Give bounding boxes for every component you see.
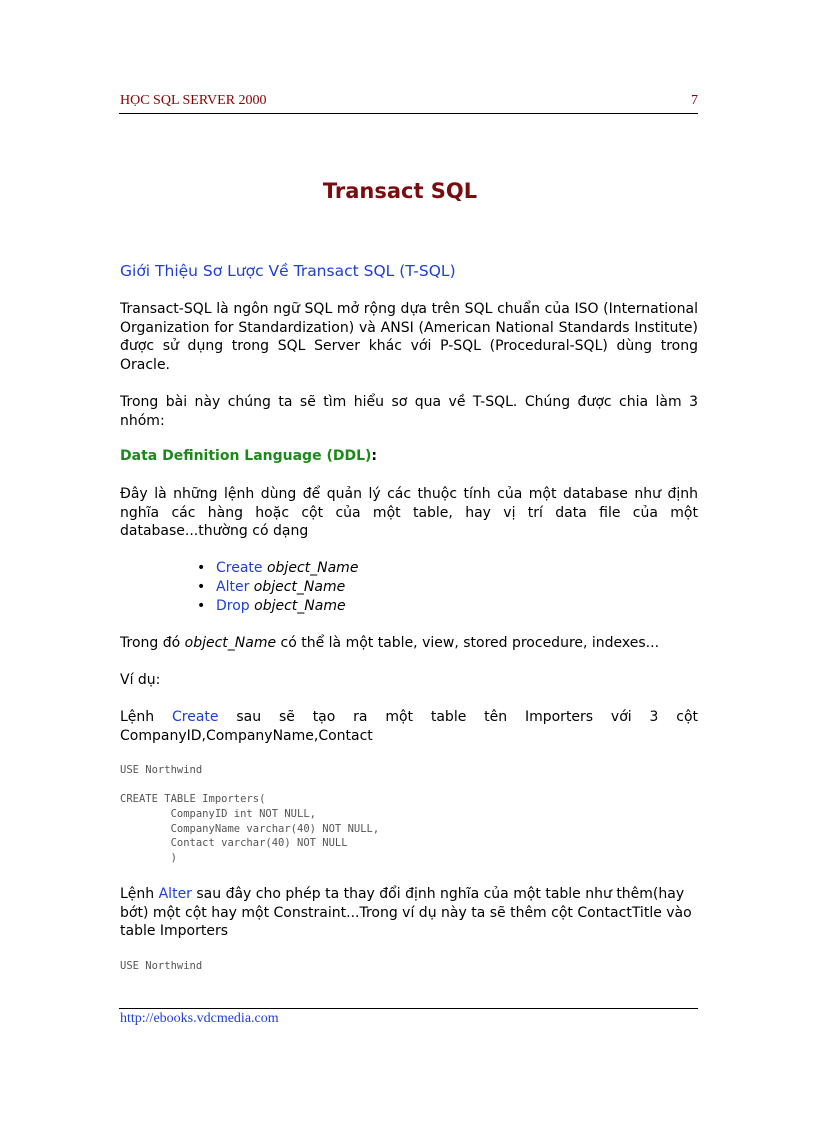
page-title: Transact SQL xyxy=(322,179,478,203)
bullet-icon: • xyxy=(197,560,206,576)
create-suffix: sau sẽ tạo ra một table tên Importers với 3 cột CompanyID,CompanyName,Contact xyxy=(120,709,698,744)
section-heading: Giới Thiệu Sơ Lược Về Transact SQL (T-SQL) xyxy=(120,262,456,280)
footer-rule xyxy=(119,1008,698,1009)
page-header xyxy=(120,93,698,109)
header-rule xyxy=(119,113,698,114)
create-paragraph xyxy=(120,708,698,745)
list-item xyxy=(197,597,358,616)
list-item xyxy=(197,578,358,597)
alter-suffix: sau đây cho phép ta thay đổi định nghĩa của một table như thêm(hay bớt) một cột hay một Constraint...Trong ví dụ này ta sẽ thêm cột ContactTitle vào table Importers xyxy=(120,886,692,939)
where-paragraph xyxy=(120,634,698,653)
list-item xyxy=(197,559,359,578)
command-object: object_Name xyxy=(266,560,359,576)
command-object: object_Name xyxy=(254,598,346,614)
code-use-northwind: USE Northwind xyxy=(120,764,203,776)
code-use-northwind-2: USE Northwind xyxy=(120,960,203,972)
where-object: object_Name xyxy=(184,635,277,651)
create-prefix: Lệnh xyxy=(120,709,172,725)
alter-paragraph xyxy=(120,885,698,941)
ddl-heading-colon: : xyxy=(371,448,378,464)
bullet-icon: • xyxy=(197,598,206,614)
command-keyword: Alter xyxy=(216,579,250,595)
ddl-description: Đây là những lệnh dùng để quản lý các thuộc tính của một database như định nghĩa các hàng hoặc cột của một table, hay vị trí data file của một database...thường có dạng xyxy=(120,486,698,539)
code-create-table: CREATE TABLE Importers( CompanyID int NOT NULL, CompanyName varchar(40) NOT NULL, Contact varchar(40) NOT NULL ) xyxy=(120,793,380,865)
alter-keyword: Alter xyxy=(158,886,192,902)
groups-paragraph: Trong bài này chúng ta sẽ tìm hiểu sơ qua về T-SQL. Chúng được chia làm 3 nhóm: xyxy=(120,394,698,429)
ddl-command-list xyxy=(197,559,359,616)
where-suffix: có thể là một table, view, stored procedure, indexes... xyxy=(276,635,660,651)
example-label: Ví dụ: xyxy=(120,672,161,688)
command-keyword: Create xyxy=(216,560,263,576)
ddl-heading-text: Data Definition Language (DDL) xyxy=(120,448,372,464)
where-prefix: Trong đó xyxy=(120,635,185,651)
command-keyword: Drop xyxy=(216,598,250,614)
ddl-heading xyxy=(120,448,377,464)
bullet-icon: • xyxy=(197,579,206,595)
alter-prefix: Lệnh xyxy=(120,886,159,902)
footer-link[interactable]: http://ebooks.vdcmedia.com xyxy=(120,1011,279,1026)
command-object: object_Name xyxy=(253,579,346,595)
page-number: 7 xyxy=(691,93,698,108)
header-title: HỌC SQL SERVER 2000 xyxy=(120,93,267,108)
intro-paragraph: Transact-SQL là ngôn ngữ SQL mở rộng dựa trên SQL chuẩn của ISO (International Organization for Standardization) và ANSI (American National Standards Institute) được sử dụng trong SQL Server khác với P-SQL (Procedural-SQL) dùng trong Oracle. xyxy=(120,301,698,373)
create-keyword: Create xyxy=(172,709,219,725)
